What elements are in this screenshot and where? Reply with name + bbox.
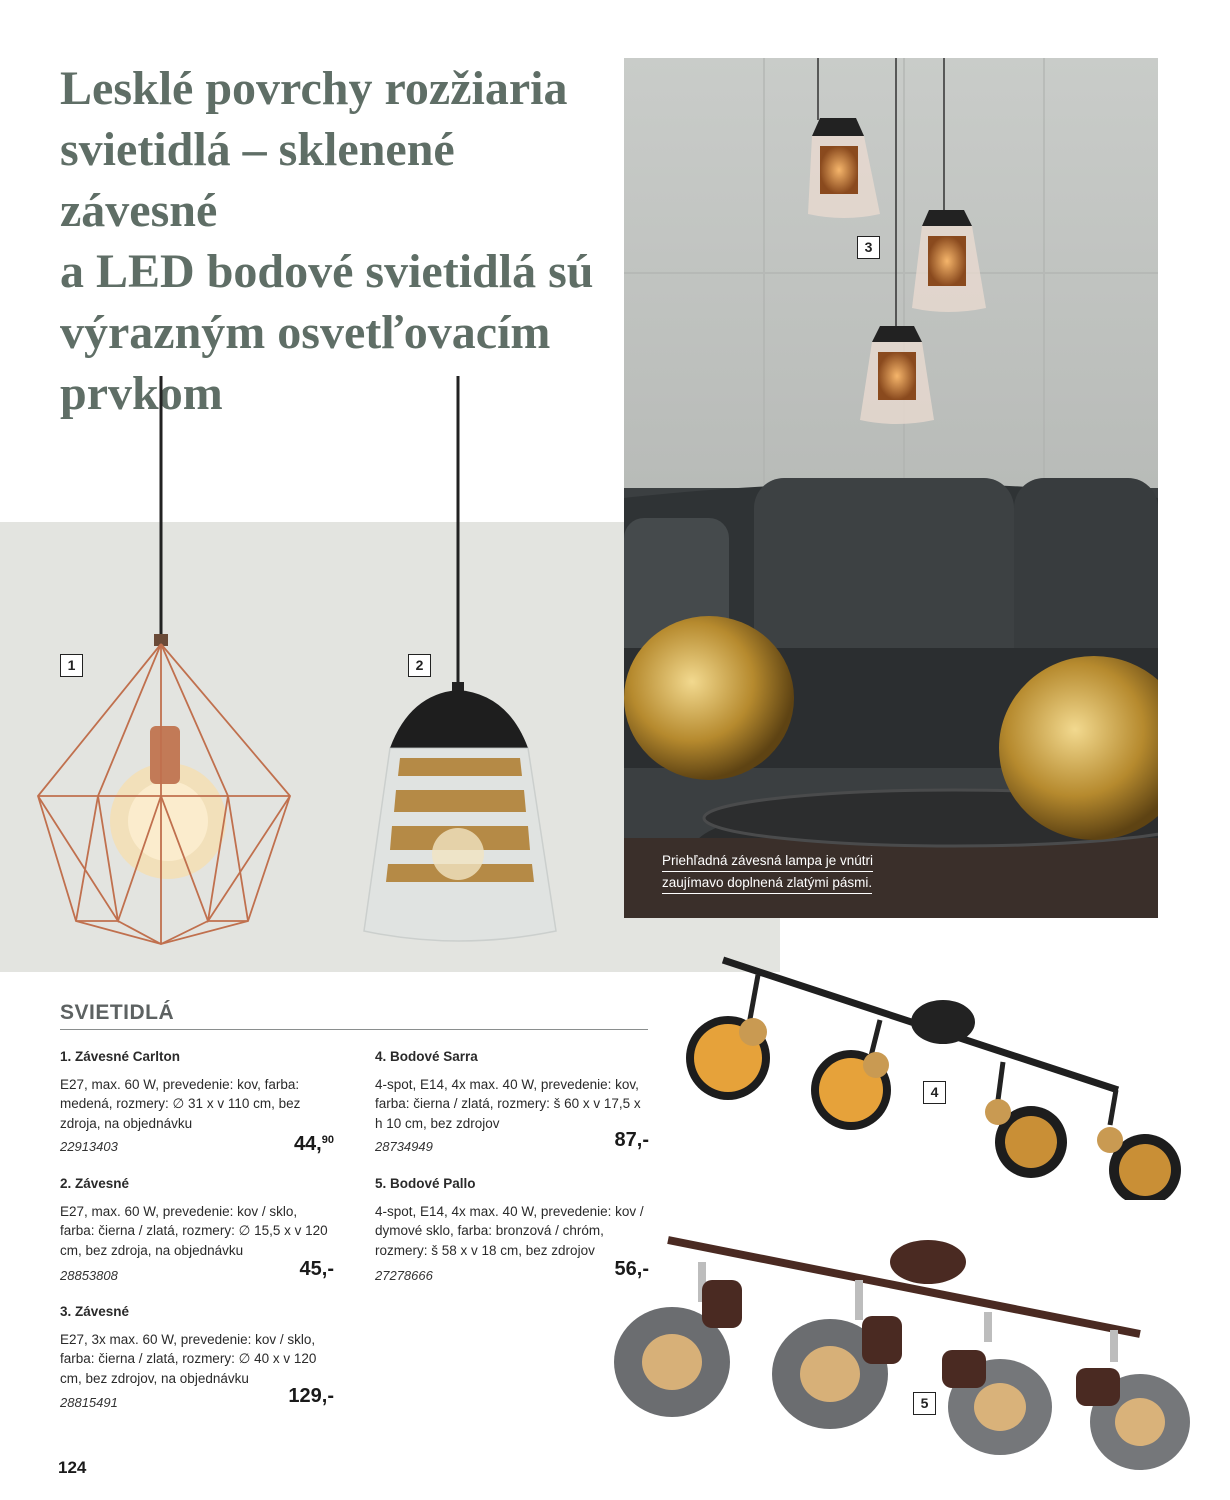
glass-pendant-image <box>360 376 560 951</box>
product-code: 28734949 <box>375 1139 433 1154</box>
product-name: 4. Bodové Sarra <box>375 1049 478 1064</box>
product-name: 1. Závesné Carlton <box>60 1049 181 1064</box>
product-entry-2 <box>60 1174 334 1286</box>
photo-caption-line: zaujímavo doplnená zlatými pásmi. <box>662 872 872 894</box>
product-badge-2: 2 <box>408 654 431 677</box>
product-description: E27, max. 60 W, prevedenie: kov, farba: medená, rozmery: ∅ 31 x v 110 cm, bez zdroja, na objednávku <box>60 1076 301 1131</box>
photo-caption-line: Priehľadná závesná lampa je vnútri <box>662 850 873 872</box>
product-name: 3. Závesné <box>60 1304 130 1319</box>
headline-line: Lesklé povrchy rozžiaria <box>60 62 568 115</box>
interior-lifestyle-photo <box>624 58 1158 918</box>
product-price: 129,- <box>288 1385 334 1407</box>
product-description: E27, 3x max. 60 W, prevedenie: kov / sklo, farba: čierna / zlatá, rozmery: ∅ 40 x v 120 cm, bez zdrojov, na objednávku <box>60 1331 317 1386</box>
price-main: 44, <box>293 1133 322 1155</box>
price-cents: 90 <box>321 1134 334 1146</box>
product-code: 28853808 <box>60 1268 118 1283</box>
product-entry-3 <box>60 1302 334 1414</box>
product-badge-5: 5 <box>913 1392 936 1415</box>
product-price <box>294 1131 334 1155</box>
product-badge-4: 4 <box>923 1081 946 1104</box>
product-badge-3: 3 <box>857 236 880 259</box>
product-badge-1: 1 <box>60 654 83 677</box>
product-name: 2. Závesné <box>60 1176 130 1191</box>
pallo-spotlight-image <box>610 1232 1195 1480</box>
product-code: 27278666 <box>375 1268 433 1283</box>
headline-line: prvkom <box>60 367 223 420</box>
product-description: E27, max. 60 W, prevedenie: kov / sklo, farba: čierna / zlatá, rozmery: ∅ 15,5 x v 120 cm, bez zdroja, na objednávku <box>60 1203 328 1258</box>
product-entry-5 <box>375 1174 649 1286</box>
product-price: 87,- <box>614 1129 649 1151</box>
product-description: 4-spot, E14, 4x max. 40 W, prevedenie: kov / dymové sklo, farba: bronzová / chróm, rozmery: š 58 x v 18 cm, bez zdrojov <box>375 1203 644 1258</box>
product-price: 56,- <box>614 1258 649 1280</box>
page-number: 124 <box>58 1458 87 1477</box>
product-entry-1 <box>60 1047 334 1159</box>
product-code: 22913403 <box>60 1139 118 1154</box>
photo-caption <box>662 850 902 894</box>
product-price: 45,- <box>299 1258 334 1280</box>
product-name: 5. Bodové Pallo <box>375 1176 476 1191</box>
product-description: 4-spot, E14, 4x max. 40 W, prevedenie: kov, farba: čierna / zlatá, rozmery: š 60 x v 17,5 x h 10 cm, bez zdrojov <box>375 1076 641 1131</box>
product-code: 28815491 <box>60 1395 118 1410</box>
sarra-spotlight-image <box>648 950 1193 1200</box>
headline-line: svietidlá – sklenené závesné <box>60 123 455 237</box>
headline-line: výrazným osvetľovacím <box>60 306 551 359</box>
headline <box>60 58 620 424</box>
product-entry-4 <box>375 1047 649 1159</box>
headline-line: a LED bodové svietidlá sú <box>60 245 594 298</box>
section-title: SVIETIDLÁ <box>60 1001 648 1030</box>
